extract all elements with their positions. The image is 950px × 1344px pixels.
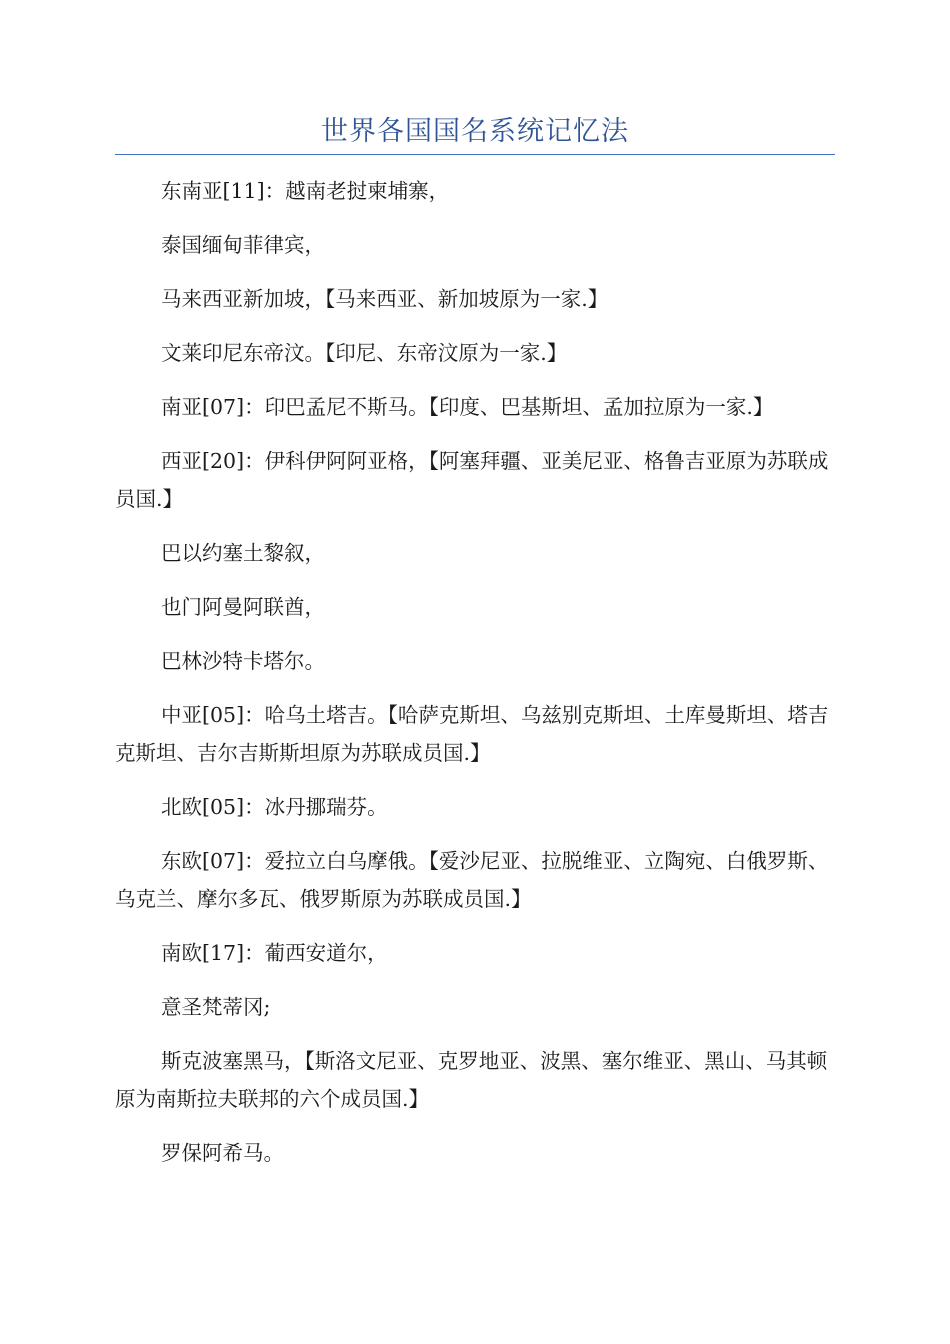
paragraph: 巴以约塞土黎叙， <box>161 541 325 565</box>
paragraph: 斯克波塞黑马，【斯洛文尼亚、克罗地亚、波黑、塞尔维亚、黑山、马其顿原为南斯拉夫联邦的六个成员国.】 <box>115 1049 828 1111</box>
paragraph: 泰国缅甸菲律宾， <box>161 233 325 257</box>
paragraph-southern-europe: 南欧[17]：葡西安道尔， <box>161 941 388 965</box>
paragraph: 巴林沙特卡塔尔。 <box>161 649 325 673</box>
paragraph-south-asia: 南亚[07]：印巴孟尼不斯马。【印度、巴基斯坦、孟加拉原为一家.】 <box>161 395 774 419</box>
page-title: 世界各国国名系统记忆法 <box>321 116 629 147</box>
paragraph-northern-europe: 北欧[05]：冰丹挪瑞芬。 <box>161 795 388 819</box>
title-underline <box>115 154 835 155</box>
paragraph: 也门阿曼阿联酋， <box>161 595 325 619</box>
paragraph: 马来西亚新加坡，【马来西亚、新加坡原为一家.】 <box>161 287 609 311</box>
paragraph-eastern-europe: 东欧[07]：爱拉立白乌摩俄。【爱沙尼亚、拉脱维亚、立陶宛、白俄罗斯、乌克兰、摩尔多瓦、俄罗斯原为苏联成员国.】 <box>115 849 829 911</box>
paragraph: 罗保阿希马。 <box>161 1141 284 1165</box>
document-body <box>115 172 835 1188</box>
paragraph: 意圣梵蒂冈; <box>161 995 271 1019</box>
paragraph-west-asia: 西亚[20]：伊科伊阿阿亚格，【阿塞拜疆、亚美尼亚、格鲁吉亚原为苏联成员国.】 <box>115 449 829 511</box>
paragraph-central-asia: 中亚[05]：哈乌土塔吉。【哈萨克斯坦、乌兹别克斯坦、土库曼斯坦、塔吉克斯坦、吉尔吉斯斯坦原为苏联成员国.】 <box>115 703 829 765</box>
paragraph: 文莱印尼东帝汶。【印尼、东帝汶原为一家.】 <box>161 341 568 365</box>
paragraph-southeast-asia: 东南亚[11]：越南老挝柬埔寨， <box>161 179 450 203</box>
